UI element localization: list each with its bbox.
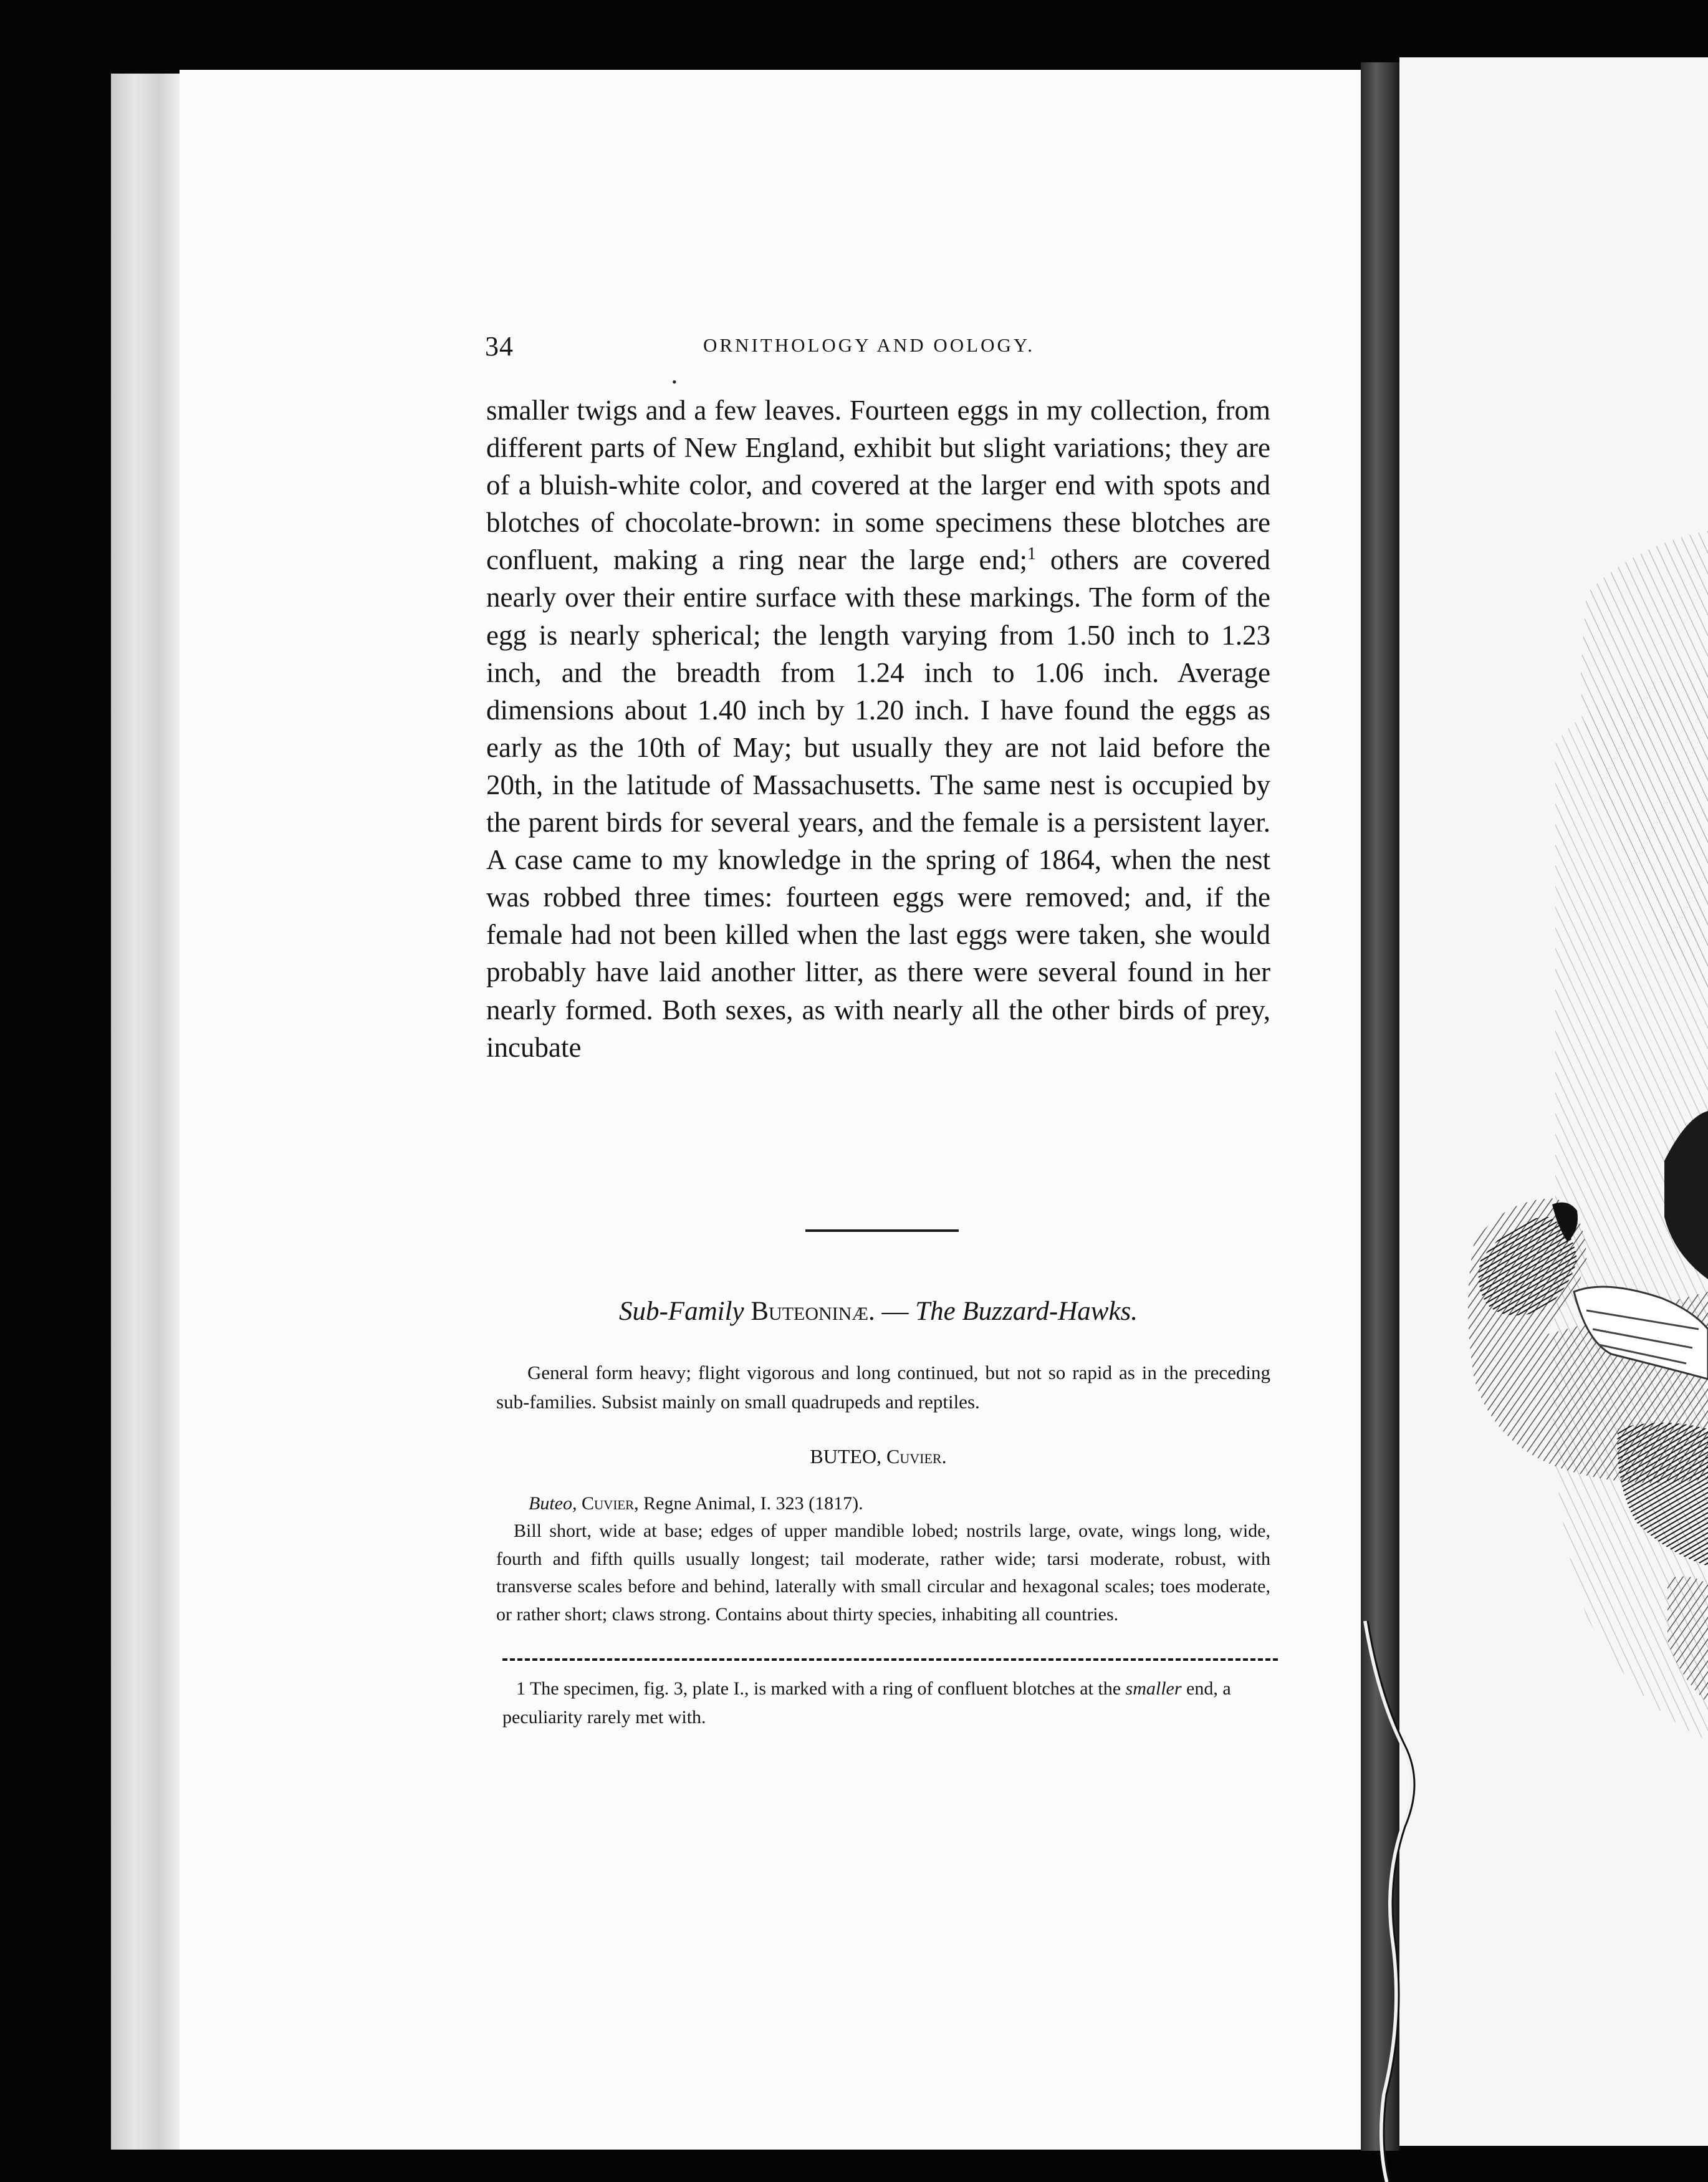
genus-citation [529, 1490, 1270, 1517]
printer-mark: • [672, 374, 677, 390]
footnote-divider [502, 1658, 1278, 1661]
genus-name: BUTEO, [810, 1445, 882, 1468]
genus-heading [486, 1443, 1270, 1470]
subfamily-common-name: The Buzzard-Hawks. [915, 1297, 1138, 1326]
subfamily-label: Sub-Family [618, 1297, 744, 1326]
genus-description-text: Bill short, wide at base; edges of upper mandible lobed; nostrils large, ovate, wings long, wide, fourth and fifth quills usually longest; tail moderate, rather wide; tarsi moderate, robust, with transverse scales before and behind, laterally with small circular and hexagonal scales; toes moderate, or rather short; claws strong. Contains about thirty species, inhabiting all countries. [496, 1521, 1270, 1625]
body-text-part: smaller twigs and a few leaves. Fourteen eggs in my collection, from different parts of New England, exhibit but slight variations; they are of a bluish-white color, and covered at the larger end with spots and blotches of chocolate-brown: in some specimens these blotches are confluent, making a ring near the large end; [486, 395, 1270, 576]
footnote [502, 1675, 1278, 1732]
subfamily-description-text: General form heavy; flight vigorous and long continued, but not so rapid as in the preceding sub-families. Subsist mainly on small quadrupeds and reptiles. [496, 1362, 1270, 1413]
page-tear [1359, 1621, 1434, 2182]
genus-description [496, 1517, 1270, 1628]
subfamily-name: Buteoninæ. [751, 1297, 875, 1326]
footnote-text-end: end, a peculiarity rarely met with. [502, 1678, 1231, 1728]
section-divider [805, 1229, 959, 1232]
running-title: ORNITHOLOGY AND OOLOGY. [703, 334, 1035, 356]
footnote-emphasis: smaller [1125, 1678, 1182, 1699]
citation-author: Cuvier, [581, 1493, 639, 1514]
running-head [485, 330, 1270, 368]
citation-rest: Regne Animal, I. 323 (1817). [638, 1493, 863, 1514]
heading-dash: — [875, 1297, 916, 1326]
facing-plate-page [1399, 57, 1708, 2146]
subfamily-description [496, 1358, 1270, 1416]
citation-genus: Buteo, [529, 1493, 577, 1514]
subfamily-heading [486, 1293, 1270, 1330]
page-number: 34 [485, 331, 514, 362]
genus-author: Cuvier. [886, 1445, 947, 1468]
footnote-text: The specimen, fig. 3, plate I., is marked with a ring of confluent blotches at the [525, 1678, 1126, 1699]
page-edge-stack [111, 74, 180, 2150]
body-text-part: others are covered nearly over their entire surface with these markings. The form of the egg is nearly spherical; the length varying from 1.50 inch to 1.23 inch, and the breadth from 1.24 inch to 1.06 inch. Average dimensions about 1.40 inch by 1.20 inch. I have found the eggs as early as the 10th of May; but usually they are not laid before the 20th, in the latitude of Massachusetts. The same nest is occupied by the parent birds for several years, and the female is a persistent layer. A case came to my knowledge in the spring of 1864, when the nest was robbed three times: fourteen eggs were removed; and, if the female had not been killed when the last eggs were taken, she would probably have laid another litter, as there were several found in her nearly formed. Both sexes, as with nearly all the other birds of prey, incubate [486, 544, 1270, 1063]
footnote-reference: 1 [1027, 544, 1036, 564]
footnote-number: 1 [516, 1678, 525, 1699]
body-paragraph [486, 392, 1270, 1066]
bird-engraving-icon [1399, 57, 1708, 2146]
book-page [180, 70, 1361, 2150]
